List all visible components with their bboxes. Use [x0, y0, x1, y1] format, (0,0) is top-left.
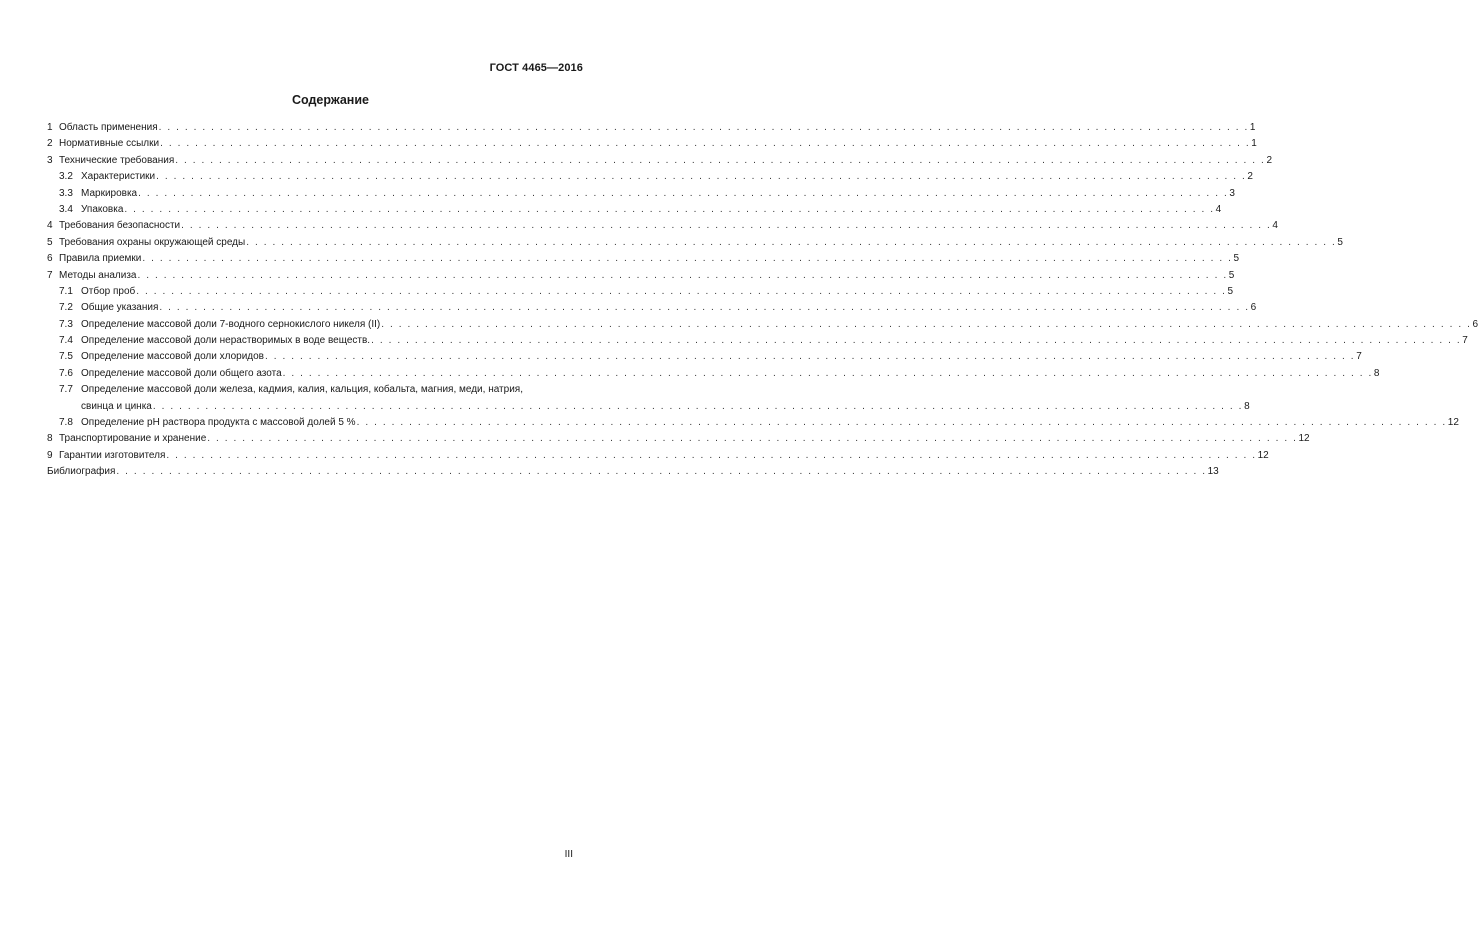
toc-entry-number: 7.7 [59, 384, 73, 396]
dot-leader [265, 349, 1355, 365]
toc-entry-page: 1 [1251, 138, 1257, 150]
toc-entry-number: 7.4 [59, 335, 73, 347]
toc-entry-number: 7.2 [59, 302, 73, 314]
dot-leader [283, 366, 1373, 382]
toc-entry-title: Технические требования [59, 154, 175, 166]
toc-entry-page: 12 [1257, 449, 1269, 461]
dot-leader [124, 202, 1214, 218]
toc-entry-number: 6 [47, 253, 53, 265]
toc-entry-page: 12 [1298, 433, 1310, 445]
dot-leader [153, 399, 1243, 415]
toc-entry-9[interactable] [47, 448, 1269, 464]
toc-entry-number: 7.8 [59, 417, 73, 429]
toc-entry-title: Требования безопасности [59, 220, 181, 232]
toc-entry-page: 6 [1250, 302, 1257, 314]
toc-entry-4[interactable] [47, 218, 1278, 234]
toc-entry-title: Требования охраны окружающей среды [59, 236, 246, 248]
toc-entry-2[interactable] [47, 136, 1257, 152]
toc-entry-title: Методы анализа [59, 269, 137, 281]
dot-leader [156, 169, 1246, 185]
toc-entry-title-line2: свинца и цинка [81, 400, 152, 412]
toc-entry-7-4[interactable] [47, 333, 1468, 349]
toc-entry-8[interactable] [47, 431, 1310, 447]
toc-entry-title: Определение pH раствора продукта с массовой долей 5 % [81, 417, 356, 429]
toc-entry-title: Отбор проб [81, 285, 136, 297]
toc-entry-title: Гарантии изготовителя [59, 449, 166, 461]
toc-entry-page: 4 [1215, 203, 1222, 215]
toc-entry-body [81, 382, 1250, 415]
toc-entry-title: Определение массовой доли нерастворимых в воде веществ. [81, 335, 371, 347]
toc-entry-number: 3 [47, 154, 53, 166]
toc-entry-title: Общие указания [81, 302, 159, 314]
dot-leader [371, 333, 1461, 349]
toc-entry-page: 4 [1272, 220, 1278, 232]
toc-entry-title: Транспортирование и хранение [59, 433, 207, 445]
toc-entry-5[interactable] [47, 235, 1343, 251]
toc-entry-7-1[interactable] [47, 284, 1234, 300]
toc-entry-number: 9 [47, 449, 53, 461]
toc-entry-title: Маркировка [81, 187, 138, 199]
toc-entry-title: Правила приемки [59, 253, 142, 265]
toc-entry-7-5[interactable] [47, 349, 1362, 365]
toc-entry-page: 3 [1229, 187, 1235, 199]
toc-entry-page: 1 [1249, 122, 1256, 133]
toc-entry-title: Упаковка [81, 203, 124, 215]
toc-entry-number: 3.2 [59, 171, 73, 183]
toc-entry-page: 2 [1247, 171, 1253, 183]
toc-entry-page: 8 [1244, 400, 1250, 412]
toc-entry-page: 5 [1228, 269, 1235, 281]
dot-leader [159, 300, 1249, 316]
toc-entry-number: 8 [47, 433, 53, 445]
toc-entry-number: 7.5 [59, 351, 73, 363]
document-code: ГОСТ 4465—2016 [489, 62, 583, 74]
toc-entry-3-3[interactable] [47, 186, 1235, 202]
toc-entry-page: 13 [1207, 466, 1219, 478]
toc-entry-page: 5 [1337, 236, 1343, 248]
toc-entry-page: 5 [1227, 285, 1234, 297]
toc-entry-page: 5 [1233, 253, 1240, 265]
toc-entry-number: 4 [47, 220, 53, 232]
toc-entry-bibliography[interactable] [47, 464, 1219, 480]
toc-entry-title: Характеристики [81, 171, 156, 183]
toc-entry-page: 12 [1447, 417, 1459, 429]
dot-leader [138, 268, 1228, 284]
toc-entry-title: Нормативные ссылки [59, 138, 160, 150]
toc-entry-page: 7 [1356, 351, 1362, 363]
toc-entry-title: Определение массовой доли общего азота [81, 367, 282, 379]
toc-entry-title-line1: Определение массовой доли железа, кадмия, калия, кальция, кобальта, магния, меди, натрия, [81, 384, 523, 396]
dot-leader [159, 120, 1249, 136]
dot-leader [166, 448, 1256, 464]
toc-entry-1[interactable] [47, 120, 1256, 136]
toc-entry-page: 7 [1462, 335, 1468, 347]
dot-leader [142, 251, 1232, 267]
toc-title: Содержание [291, 93, 369, 107]
dot-leader [357, 415, 1447, 431]
toc-entry-page: 6 [1472, 318, 1478, 330]
toc-entry-3-2[interactable] [47, 169, 1253, 185]
toc-entry-number: 5 [47, 236, 53, 248]
toc-entry-page: 8 [1373, 367, 1380, 379]
toc-entry-title: Область применения [59, 122, 158, 133]
toc-entry-6[interactable] [47, 251, 1240, 267]
toc-entry-number: 1 [47, 122, 53, 133]
toc-entry-page: 2 [1266, 154, 1272, 166]
dot-leader [246, 235, 1336, 251]
toc-entry-title: Определение массовой доли 7-водного сернокислого никеля (II) [81, 318, 381, 330]
table-of-contents [47, 120, 1478, 481]
toc-entry-line2 [81, 399, 1250, 415]
toc-entry-7-2[interactable] [47, 300, 1257, 316]
dot-leader [175, 153, 1265, 169]
dot-leader [136, 284, 1226, 300]
toc-entry-7-8[interactable] [47, 415, 1459, 431]
dot-leader [181, 218, 1271, 234]
toc-entry-number: 7.6 [59, 367, 73, 379]
toc-entry-7[interactable] [47, 268, 1235, 284]
toc-entry-7-3[interactable] [47, 317, 1478, 333]
dot-leader [381, 317, 1471, 333]
toc-entry-title: Определение массовой доли хлоридов [81, 351, 264, 363]
toc-entry-3[interactable] [47, 153, 1272, 169]
toc-entry-number: 3.4 [59, 203, 73, 215]
dot-leader [207, 431, 1297, 447]
toc-entry-3-4[interactable] [47, 202, 1222, 218]
toc-entry-number: 7.3 [59, 318, 73, 330]
toc-entry-7-6[interactable] [47, 366, 1380, 382]
page-number: III [564, 849, 573, 860]
toc-entry-number: 7 [47, 269, 53, 281]
toc-entry-number: 2 [47, 138, 53, 150]
dot-leader [138, 186, 1228, 202]
toc-entry-title: Библиография [47, 466, 116, 478]
toc-entry-number: 7.1 [59, 285, 73, 297]
toc-entry-number: 3.3 [59, 187, 73, 199]
toc-entry-7-7[interactable] [47, 382, 1250, 415]
dot-leader [116, 464, 1206, 480]
dot-leader [160, 136, 1250, 152]
